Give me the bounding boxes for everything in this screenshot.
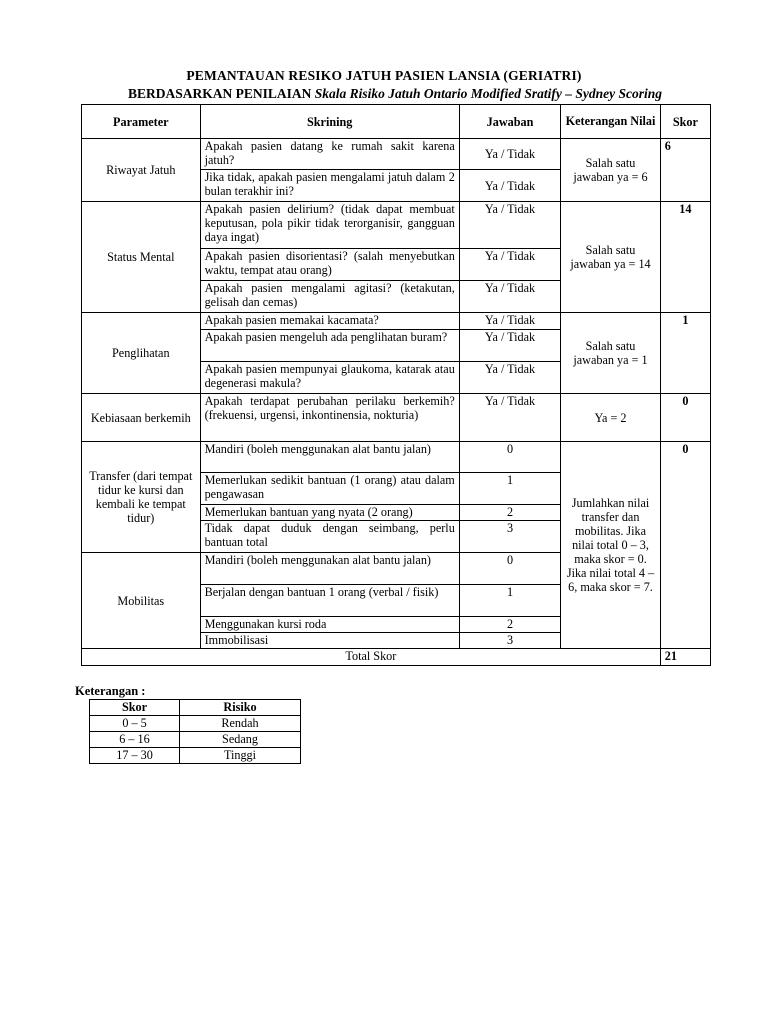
param-riwayat-jatuh: Riwayat Jatuh bbox=[82, 139, 201, 202]
risk-legend-table bbox=[89, 699, 301, 764]
legend-skor: 6 – 16 bbox=[90, 732, 180, 748]
legend-row bbox=[90, 716, 301, 732]
answer-cell: Ya / Tidak bbox=[459, 394, 560, 442]
score-penglihatan: 1 bbox=[660, 313, 710, 394]
document-title: PEMANTAUAN RESIKO JATUH PASIEN LANSIA (GERIATRI) bbox=[186, 68, 582, 83]
question-cell: Apakah pasien delirium? (tidak dapat membuat keputusan, pola pikir tidak terorganisir, gangguan daya ingat) bbox=[200, 202, 459, 249]
answer-cell: Ya / Tidak bbox=[459, 139, 560, 170]
param-transfer: Transfer (dari tempat tidur ke kursi dan kembali ke tempat tidur) bbox=[82, 442, 201, 553]
subtitle-scale-name: Skala Risiko Jatuh Ontario Modified Sratify – Sydney Scoring bbox=[314, 86, 663, 101]
question-cell: Mandiri (boleh menggunakan alat bantu jalan) bbox=[200, 442, 459, 473]
param-kebiasaan-berkemih: Kebiasaan berkemih bbox=[82, 394, 201, 442]
legend-header-risiko: Risiko bbox=[180, 700, 301, 716]
param-status-mental: Status Mental bbox=[82, 202, 201, 313]
answer-cell: 1 bbox=[459, 585, 560, 617]
question-cell: Jika tidak, apakah pasien mengalami jatuh dalam 2 bulan terakhir ini? bbox=[200, 170, 459, 202]
param-mobilitas: Mobilitas bbox=[82, 553, 201, 649]
score-mental: 14 bbox=[660, 202, 710, 313]
header-jawaban: Jawaban bbox=[459, 105, 560, 139]
table-row bbox=[82, 202, 711, 249]
question-cell: Apakah pasien datang ke rumah sakit karena jatuh? bbox=[200, 139, 459, 170]
answer-cell: Ya / Tidak bbox=[459, 330, 560, 362]
question-cell: Apakah terdapat perubahan perilaku berkemih? (frekuensi, urgensi, inkontinensia, nokturia) bbox=[200, 394, 459, 442]
total-value: 21 bbox=[660, 649, 710, 666]
answer-cell: 0 bbox=[459, 553, 560, 585]
table-header-row bbox=[82, 105, 711, 139]
table-row bbox=[82, 442, 711, 473]
header-keterangan: Keterangan Nilai bbox=[561, 105, 660, 139]
legend-row bbox=[90, 748, 301, 764]
keterangan-penglihatan: Salah satu jawaban ya = 1 bbox=[561, 313, 660, 394]
answer-cell: Ya / Tidak bbox=[459, 170, 560, 202]
question-cell: Apakah pasien mengeluh ada penglihatan buram? bbox=[200, 330, 459, 362]
score-transfer-mobilitas: 0 bbox=[660, 442, 710, 649]
legend-row bbox=[90, 732, 301, 748]
question-cell: Memerlukan sedikit bantuan (1 orang) atau dalam pengawasan bbox=[200, 473, 459, 505]
keterangan-riwayat: Salah satu jawaban ya = 6 bbox=[561, 139, 660, 202]
table-row bbox=[82, 313, 711, 330]
answer-cell: 3 bbox=[459, 521, 560, 553]
answer-cell: Ya / Tidak bbox=[459, 362, 560, 394]
header-skor: Skor bbox=[660, 105, 710, 139]
legend-header-row bbox=[90, 700, 301, 716]
legend-skor: 0 – 5 bbox=[90, 716, 180, 732]
legend-skor: 17 – 30 bbox=[90, 748, 180, 764]
question-cell: Apakah pasien memakai kacamata? bbox=[200, 313, 459, 330]
answer-cell: 3 bbox=[459, 633, 560, 649]
keterangan-berkemih: Ya = 2 bbox=[561, 394, 660, 442]
answer-cell: 0 bbox=[459, 442, 560, 473]
answer-cell: Ya / Tidak bbox=[459, 202, 560, 249]
keterangan-transfer-mobilitas: Jumlahkan nilai transfer dan mobilitas. Jika nilai total 0 – 3, maka skor = 0. Jika nilai total 4 – 6, maka skor = 7. bbox=[561, 442, 660, 649]
legend-label: Keterangan : bbox=[75, 684, 146, 698]
question-cell: Memerlukan bantuan yang nyata (2 orang) bbox=[200, 505, 459, 521]
legend-header-skor: Skor bbox=[90, 700, 180, 716]
subtitle-prefix: BERDASARKAN PENILAIAN bbox=[127, 86, 315, 101]
question-cell: Immobilisasi bbox=[200, 633, 459, 649]
question-cell: Apakah pasien disorientasi? (salah menyebutkan waktu, tempat atau orang) bbox=[200, 249, 459, 281]
question-cell: Apakah pasien mempunyai glaukoma, katarak atau degenerasi makula? bbox=[200, 362, 459, 394]
score-berkemih: 0 bbox=[660, 394, 710, 442]
header-skrining: Skrining bbox=[200, 105, 459, 139]
answer-cell: 2 bbox=[459, 617, 560, 633]
document-subtitle bbox=[0, 86, 768, 102]
answer-cell: 1 bbox=[459, 473, 560, 505]
header-parameter: Parameter bbox=[82, 105, 201, 139]
question-cell: Menggunakan kursi roda bbox=[200, 617, 459, 633]
question-cell: Tidak dapat duduk dengan seimbang, perlu bantuan total bbox=[200, 521, 459, 553]
keterangan-mental: Salah satu jawaban ya = 14 bbox=[561, 202, 660, 313]
fall-risk-table bbox=[81, 104, 711, 666]
table-row bbox=[82, 394, 711, 442]
legend-risiko: Tinggi bbox=[180, 748, 301, 764]
legend-risiko: Sedang bbox=[180, 732, 301, 748]
legend-risiko: Rendah bbox=[180, 716, 301, 732]
answer-cell: Ya / Tidak bbox=[459, 281, 560, 313]
table-row bbox=[82, 139, 711, 170]
total-label: Total Skor bbox=[82, 649, 661, 666]
score-riwayat: 6 bbox=[660, 139, 710, 202]
param-penglihatan: Penglihatan bbox=[82, 313, 201, 394]
answer-cell: Ya / Tidak bbox=[459, 249, 560, 281]
answer-cell: 2 bbox=[459, 505, 560, 521]
question-cell: Mandiri (boleh menggunakan alat bantu jalan) bbox=[200, 553, 459, 585]
question-cell: Apakah pasien mengalami agitasi? (ketakutan, gelisah dan cemas) bbox=[200, 281, 459, 313]
answer-cell: Ya / Tidak bbox=[459, 313, 560, 330]
question-cell: Berjalan dengan bantuan 1 orang (verbal / fisik) bbox=[200, 585, 459, 617]
total-row bbox=[82, 649, 711, 666]
